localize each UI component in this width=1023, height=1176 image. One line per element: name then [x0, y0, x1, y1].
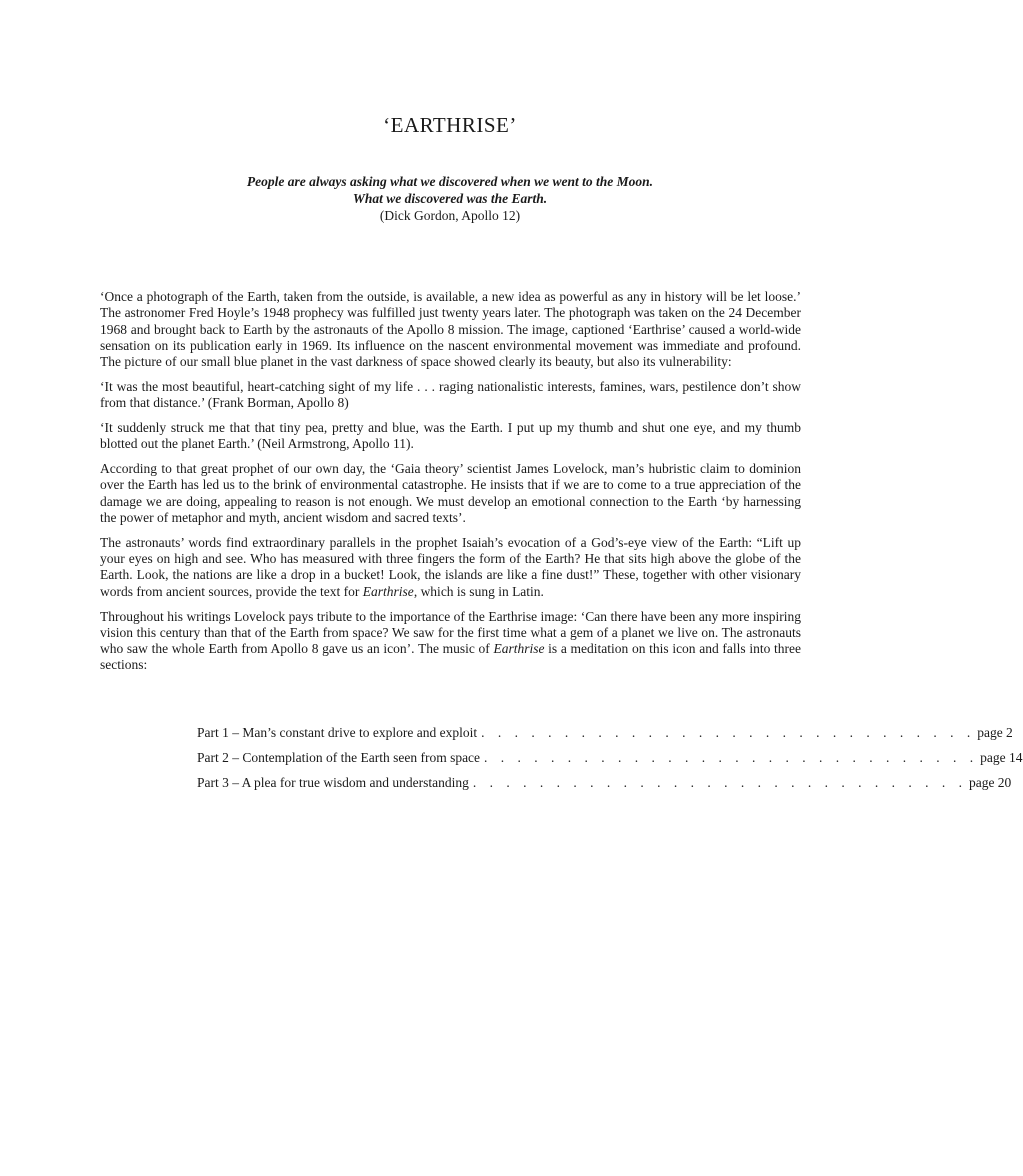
dot-leader: . . . . . . . . . . . . . . . . . . . . . . . . . . . . . . [481, 725, 976, 740]
dot-leader: . . . . . . . . . . . . . . . . . . . . . . . . . . . . . . [484, 750, 979, 765]
contents-page: page 14 [980, 750, 1023, 765]
paragraph-isaiah-title: Earthrise [362, 583, 414, 599]
dot-leader: . . . . . . . . . . . . . . . . . . . . . . . . . . . . . . [472, 775, 967, 790]
contents-label: Part 1 – Man’s constant drive to explore and exploit [197, 725, 478, 740]
contents-entry-part-2 [197, 750, 1023, 775]
contents-page: page 2 [977, 725, 1013, 740]
contents-entry-part-3 [197, 775, 1012, 800]
contents-label: Part 3 – A plea for true wisdom and understanding [197, 775, 469, 790]
page-title: ‘EARTHRISE’ [383, 113, 517, 137]
paragraph-borman-quote: ‘It was the most beautiful, heart-catching sight of my life . . . raging nationalistic interests, famines, wars, pestilence don’t show from that distance.’ (Frank Borman, Apollo 8) [100, 378, 801, 411]
paragraph-icon-text: Throughout his writings Lovelock pays tribute to the importance of the Earthrise image: ‘Can there have been any more inspiring vision this century than that of the Earth from space? We saw for the first time what a gem of a planet we live on. The astronauts who saw the whole Earth from Apollo 8 gave us an icon’. The music of [100, 608, 801, 657]
epigraph-attribution: (Dick Gordon, Apollo 12) [379, 208, 521, 223]
epigraph-line-1: People are always asking what we discovered when we went to the Moon. [246, 174, 654, 189]
body-text [100, 289, 801, 682]
contents-page: page 20 [968, 775, 1012, 790]
paragraph-isaiah-text: The astronauts’ words find extraordinary parallels in the prophet Isaiah’s evocation of a God’s-eye view of the Earth: “Lift up your eyes on high and see. Who has measured with three fingers the form of the Earth? He that sits high above the globe of the Earth. Look, the nations are like a drop in a bucket! Look, the islands are like a fine dust!” These, together with other visionary words from ancient sources, provide the text for [100, 534, 801, 599]
contents-entry-part-1 [197, 725, 1013, 750]
paragraph-isaiah-end: , which is sung in Latin. [413, 583, 544, 599]
epigraph-line-2: What we discovered was the Earth. [352, 191, 548, 206]
paragraph-lovelock: According to that great prophet of our own day, the ‘Gaia theory’ scientist James Lovelock, man’s hubristic claim to dominion over the Earth has led us to the brink of environmental catastrophe. He insists that if we are to come to a true appreciation of the damage we are doing, appealing to reason is not enough. We must develop an emotional connection to the Earth ‘by harnessing the power of metaphor and myth, ancient wisdom and sacred texts’. [100, 461, 801, 526]
paragraph-hoyle: ‘Once a photograph of the Earth, taken from the outside, is available, a new idea as powerful as any in history will be let loose.’ The astronomer Fred Hoyle’s 1948 prophecy was fulfilled just twenty years later. The photograph was taken on the 24 December 1968 and brought back to Earth by the astronauts of the Apollo 8 mission. The image, captioned ‘Earthrise’ caused a world-wide sensation on its publication early in 1969. Its influence on the nascent environmental movement was immediate and profound. The picture of our small blue planet in the vast darkness of space showed clearly its beauty, but also its vulnerability: [100, 289, 801, 370]
epigraph [0, 173, 900, 224]
paragraph-icon-title: Earthrise [493, 641, 545, 657]
paragraph-icon [100, 609, 801, 674]
paragraph-armstrong-quote: ‘It suddenly struck me that that tiny pea, pretty and blue, was the Earth. I put up my thumb and shut one eye, and my thumb blotted out the planet Earth.’ (Neil Armstrong, Apollo 11). [100, 420, 801, 452]
contents-label: Part 2 – Contemplation of the Earth seen from space [197, 750, 481, 765]
paragraph-icon-end: is a meditation on this icon and falls into three sections: [100, 641, 801, 673]
contents-list [197, 725, 1023, 800]
paragraph-isaiah [100, 535, 801, 600]
